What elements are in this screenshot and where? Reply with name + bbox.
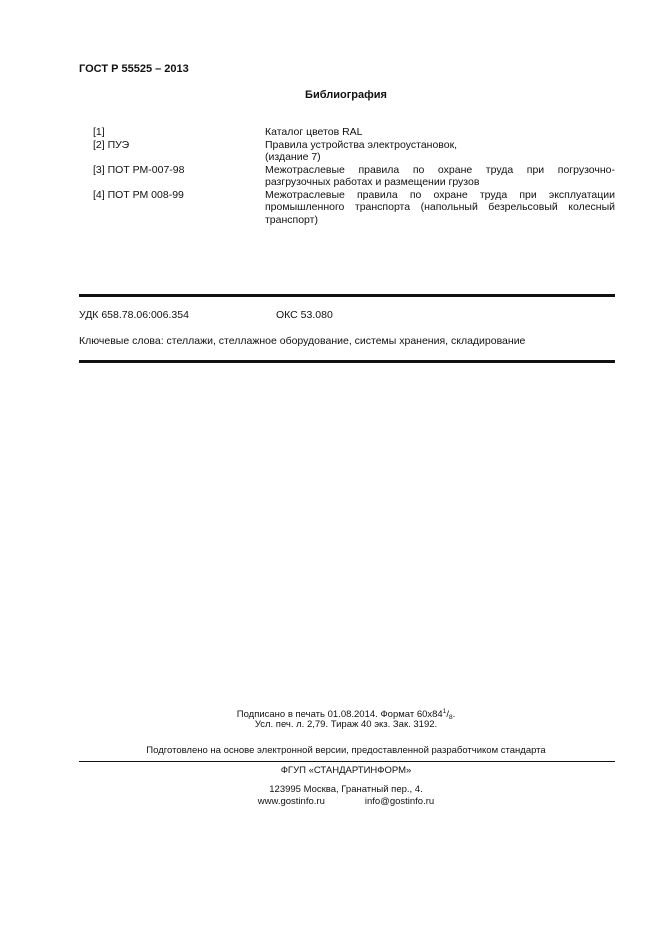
bibliography-entry — [93, 139, 615, 164]
email-link[interactable]: info@gostinfo.ru — [364, 796, 435, 807]
divider-bottom — [79, 360, 615, 363]
prepared-note: Подготовлено на основе электронной версии, предоставленной разработчиком стандарта — [146, 745, 546, 756]
website-link[interactable]: www.gostinfo.ru — [257, 796, 325, 807]
entry-title-line: (издание 7) — [265, 151, 321, 163]
entry-title-line: Каталог цветов RAL — [265, 126, 363, 138]
bibliography-entry — [93, 126, 615, 139]
bibliography-entry — [93, 189, 615, 227]
contacts — [0, 796, 661, 808]
entry-title — [265, 164, 615, 189]
entry-ref: [2] ПУЭ — [93, 138, 130, 151]
entry-ref: [3] ПОТ РМ-007-98 — [93, 163, 185, 176]
oks-code: ОКС 53.080 — [276, 309, 333, 321]
format-denominator: 8 — [448, 714, 453, 721]
print-stats: Усл. печ. л. 2,79. Тираж 40 экз. Зак. 3192. — [254, 719, 438, 730]
entry-title-line: промышленного транспорта (напольный безрельсовый колесный — [265, 201, 615, 213]
divider-top — [79, 294, 615, 297]
format-numerator: 1 — [442, 708, 447, 715]
udk-code: УДК 658.78.06:006.354 — [79, 309, 189, 321]
entry-ref: [4] ПОТ РМ 008-99 — [93, 188, 184, 201]
bibliography-entry — [93, 164, 615, 189]
signed-suffix: . — [452, 709, 456, 720]
entry-title-line: Межотраслевые правила по охране труда при эксплуатации — [265, 188, 615, 201]
entry-title — [265, 126, 615, 139]
document-code: ГОСТ Р 55525 – 2013 — [79, 63, 189, 75]
bibliography-title: Библиография — [305, 89, 387, 101]
entry-title-line: транспорт) — [265, 213, 318, 226]
entry-title-line: разгрузочных работах и размещении грузов — [265, 176, 480, 188]
entry-title — [265, 139, 615, 164]
keywords: Ключевые слова: стеллажи, стеллажное оборудование, системы хранения, складирование — [79, 335, 526, 347]
publisher-address: 123995 Москва, Гранатный пер., 4. — [269, 784, 423, 795]
signed-for-print: Подписано в печать 01.08.2014. Формат $60х84^1/_8$. — [236, 708, 456, 721]
imprint-divider — [79, 761, 615, 762]
entry-title-line: Правила устройства электроустановок, — [265, 138, 458, 151]
publisher-name: ФГУП «СТАНДАРТИНФОРМ» — [280, 765, 412, 776]
signed-text: Подписано в печать 01.08.2014. Формат 60х84 — [236, 709, 443, 720]
entry-ref: [1] — [93, 126, 105, 138]
bibliography-list — [93, 126, 615, 226]
entry-title — [265, 189, 615, 227]
entry-title-line: Межотраслевые правила по охране труда при погрузочно- — [265, 163, 615, 176]
